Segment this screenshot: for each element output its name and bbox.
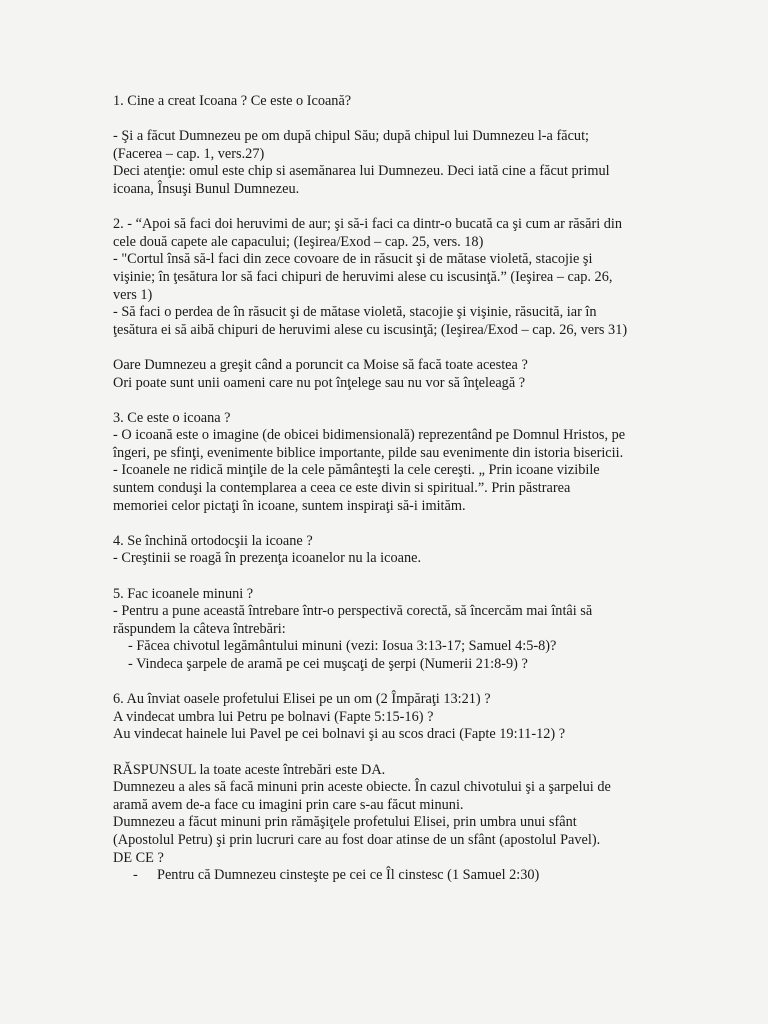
question-1-heading: 1. Cine a creat Icoana ? Ce este o Icoană?	[113, 93, 352, 109]
question-6-heading: 6. Au înviat oasele profetului Elisei pe un om (2 Împăraţi 13:21) ?	[113, 691, 491, 708]
text-line: (Apostolul Petru) şi prin lucruri care au fost doar atinse de un sfânt (apostolul Pavel).	[113, 831, 601, 848]
paragraph-spacer	[113, 339, 673, 357]
sub-item-line: - Vindeca şarpele de aramă pe cei muşcaţi de şerpi (Numerii 21:8-9) ?	[128, 656, 528, 672]
bullet-dash: -	[133, 867, 138, 884]
text-line: vişinie; în ţesătura lor să faci chipuri de heruvimi alese cu iscusinţă.” (Ieşirea – cap. 26,	[113, 268, 613, 285]
text-line: Au vindecat hainele lui Pavel pe cei bolnavi şi au scos draci (Fapte 19:11-12) ?	[113, 726, 566, 743]
text-line: icoana, Însuşi Bunul Dumnezeu.	[113, 180, 300, 197]
question-4-heading: 4. Se închină ortodocşii la icoane ?	[113, 532, 313, 549]
text-line: - "Cortul însă să-l faci din zece covoare de in răsucit şi de mătase violetă, stacojie şi	[113, 251, 593, 268]
text-line: Dumnezeu a ales să facă minuni prin aceste obiecte. În cazul chivotului şi a şarpelui de	[113, 779, 611, 796]
question-3-heading: 3. Ce este o icoana ?	[113, 409, 231, 426]
sub-item-line: - Făcea chivotul legământului minuni (vezi: Iosua 3:13-17; Samuel 4:5-8)?	[128, 638, 557, 655]
paragraph-spacer	[113, 111, 673, 129]
paragraph-spacer	[113, 568, 673, 586]
text-line: memoriei celor pictaţi în icoane, suntem inspiraţi să-i imităm.	[113, 497, 466, 514]
text-line: Ori poate sunt unii oameni care nu pot înţelege sau nu vor să înţeleagă ?	[113, 374, 526, 391]
text-line: - Şi a făcut Dumnezeu pe om după chipul Său; după chipul lui Dumnezeu l-a făcut;	[113, 128, 590, 145]
text-line: Deci atenţie: omul este chip si asemănarea lui Dumnezeu. Deci iată cine a făcut primul	[113, 163, 610, 180]
text-line: Dumnezeu a făcut minuni prin rămăşiţele profetului Elisei, prin umbra unui sfânt	[113, 814, 577, 831]
text-line: - Să faci o perdea de în răsucit şi de mătase violetă, stacojie şi vişinie, răsucită, iar în	[113, 304, 597, 321]
text-line: - Creştinii se roagă în prezenţa icoanelor nu la icoane.	[113, 550, 422, 567]
paragraph-spacer	[113, 515, 673, 533]
text-line: A vindecat umbra lui Petru pe bolnavi (Fapte 5:15-16) ?	[113, 708, 434, 725]
text-line: îngeri, pe sfinţi, evenimente biblice importante, pilde sau evenimente din istoria bisericii.	[113, 444, 624, 461]
bullet-text: Pentru că Dumnezeu cinsteşte pe cei ce Îl cinstesc (1 Samuel 2:30)	[157, 867, 540, 884]
text-line: vers 1)	[113, 286, 153, 303]
question-2-line: 2. - “Apoi să faci doi heruvimi de aur; şi să-i faci ca dintr-o bucată ca şi cum ar răsări din	[113, 216, 623, 233]
question-5-heading: 5. Fac icoanele minuni ?	[113, 585, 254, 602]
document-body	[113, 93, 673, 885]
text-line: răspundem la câteva întrebări:	[113, 620, 286, 637]
text-line: ţesătura ei să aibă chipuri de heruvimi alese cu iscusinţă; (Ieşirea/Exod – cap. 26, vers 31)	[113, 321, 628, 338]
text-line: suntem conduşi la contemplarea a ceea ce este divin si spiritual.”. Prin păstrarea	[113, 480, 571, 497]
bullet-item	[113, 867, 673, 885]
text-line: - Pentru a pune această întrebare într-o perspectivă corectă, să încercăm mai întâi să	[113, 603, 593, 620]
text-line: cele două capete ale capacului; (Ieşirea/Exod – cap. 25, vers. 18)	[113, 233, 484, 250]
text-line: - O icoană este o imagine (de obicei bidimensională) reprezentând pe Domnul Hristos, pe	[113, 427, 626, 444]
text-line: aramă avem de-a face cu imagini prin care s-au făcut minuni.	[113, 796, 464, 813]
paragraph-spacer	[113, 674, 673, 692]
answer-heading: RĂSPUNSUL la toate aceste întrebări este DA.	[113, 761, 386, 778]
paragraph-spacer	[113, 392, 673, 410]
text-line: - Icoanele ne ridică minţile de la cele pământeşti la cele cereşti. „ Prin icoane vizibile	[113, 462, 600, 479]
paragraph-spacer	[113, 199, 673, 217]
text-line: DE CE ?	[113, 849, 164, 866]
text-line: (Facerea – cap. 1, vers.27)	[113, 145, 265, 162]
text-line: Oare Dumnezeu a greşit când a poruncit ca Moise să facă toate acestea ?	[113, 356, 528, 373]
paragraph-spacer	[113, 744, 673, 762]
